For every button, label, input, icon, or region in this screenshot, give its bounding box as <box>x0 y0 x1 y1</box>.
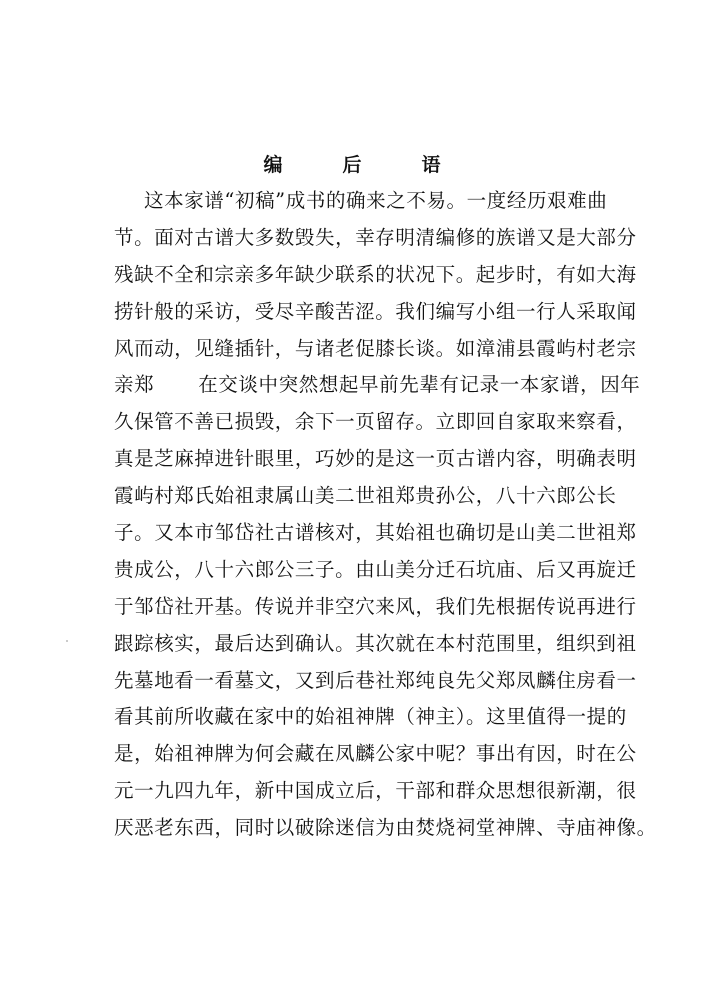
text-line: 霞屿村郑氏始祖隶属山美二世祖郑贵孙公，八十六郎公长 <box>114 484 617 508</box>
text-line: 子。又本市邹岱社古谱核对，其始祖也确切是山美二世祖郑 <box>114 521 637 545</box>
text-line: 看其前所收藏在家中的始祖神牌（神主）。这里值得一提的 <box>114 705 627 729</box>
text-line: 是，始祖神牌为何会藏在凤麟公家中呢？事出有因，时在公 <box>114 742 637 766</box>
text-line: 风而动，见缝插针，与诸老促膝长谈。如漳浦县霞屿村老宗 <box>114 336 637 360</box>
body-text <box>114 183 657 847</box>
text-line: 先墓地看一看墓文，又到后巷社郑纯良先父郑凤麟住房看一 <box>114 668 637 692</box>
text-line: 跟踪核实，最后达到确认。其次就在本村范围里，组织到祖 <box>114 631 637 655</box>
text-line: 捞针般的采访，受尽辛酸苦涩。我们编写小组一行人采取闻 <box>114 299 637 323</box>
text-line: 于邹岱社开基。传说并非空穴来风，我们先根据传说再进行 <box>114 594 637 618</box>
text-line: 久保管不善已损毁，余下一页留存。立即回自家取来察看， <box>114 410 637 434</box>
text-line: 节。面对古谱大多数毁失，幸存明清编修的族谱又是大部分 <box>114 225 637 249</box>
scan-speck <box>66 640 68 642</box>
page-title <box>0 150 704 177</box>
title-char-3: 语 <box>421 154 441 176</box>
text-line <box>114 367 641 404</box>
text-line-rest: 在交谈中突然想起早前先辈有记录一本家谱，因年 <box>198 373 641 397</box>
title-char-1: 编 <box>263 154 283 176</box>
text-line: 这本家谱“初稿”成书的确来之不易。一度经历艰难曲 <box>144 189 608 212</box>
text-line: 厌恶老东西，同时以破除迷信为由焚烧祠堂神牌、寺庙神像。 <box>114 816 657 840</box>
text-line: 贵成公，八十六郎公三子。由山美分迁石坑庙、后又再旋迁 <box>114 557 637 581</box>
text-line: 真是芝麻掉进针眼里，巧妙的是这一页古谱内容，明确表明 <box>114 447 637 471</box>
text-line: 元一九四九年，新中国成立后，干部和群众思想很新潮，很 <box>114 779 637 803</box>
title-char-2: 后 <box>342 154 362 176</box>
text-line-start: 亲郑 <box>114 373 155 397</box>
text-line: 残缺不全和宗亲多年缺少联系的状况下。起步时，有如大海 <box>114 262 637 286</box>
